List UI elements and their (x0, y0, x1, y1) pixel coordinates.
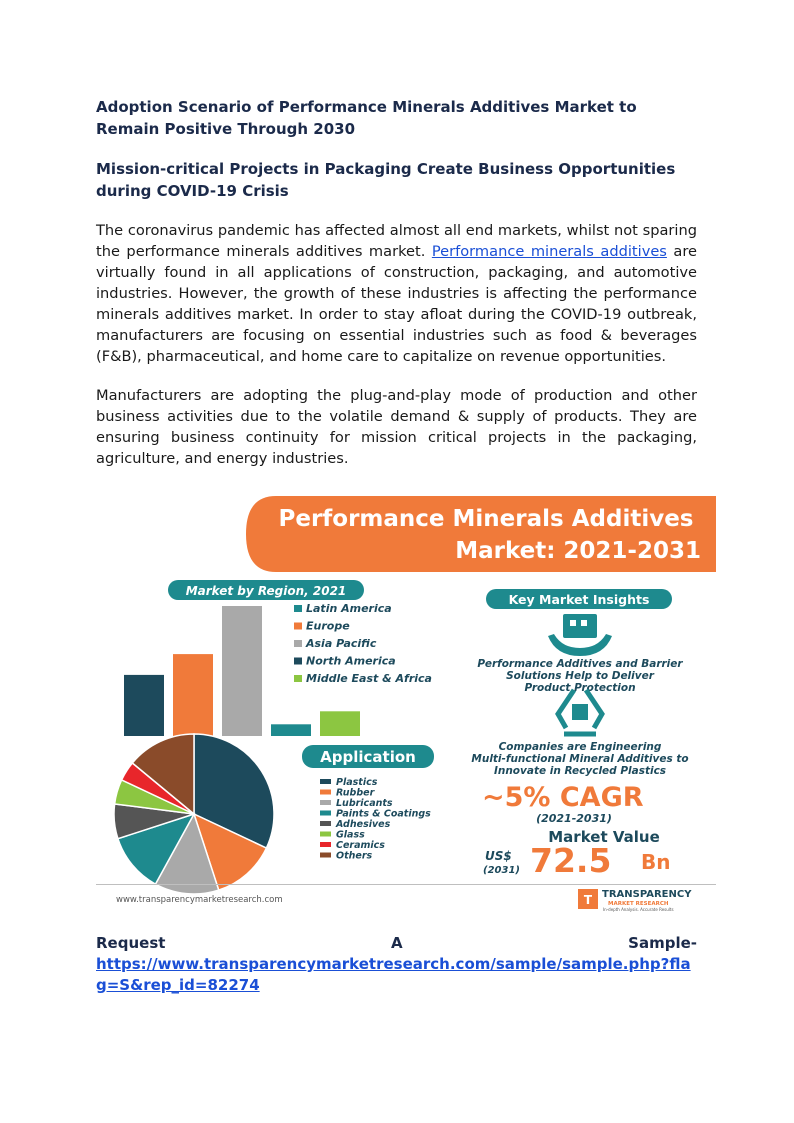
infographic-svg (96, 496, 716, 914)
legend-swatch (294, 640, 302, 647)
legend-label: Others (336, 850, 373, 862)
legend-label: North America (306, 654, 396, 668)
svg-text:TRANSPARENCY: TRANSPARENCY (602, 889, 692, 900)
request-word: Request (96, 934, 166, 952)
market-unit: Bn (641, 850, 671, 874)
tmr-logo (578, 889, 692, 912)
request-sample-word: Sample- (628, 934, 697, 952)
legend-swatch (320, 790, 331, 795)
legend-label: Middle East & Africa (306, 672, 432, 685)
legend-label: Glass (336, 829, 365, 841)
svg-text:Multi-functional Mineral Addit: Multi-functional Mineral Additives to (471, 753, 689, 765)
bar-europe (173, 654, 213, 736)
cagr-period: (2021-2031) (536, 812, 612, 825)
svg-text:Solutions Help to Deliver: Solutions Help to Deliver (506, 670, 654, 682)
insight-2-text (471, 741, 688, 777)
svg-text:Companies are Engineering: Companies are Engineering (498, 741, 662, 753)
legend-swatch (294, 658, 302, 665)
svg-text:In-depth Analysis. Accurate Re: In-depth Analysis. Accurate Results (603, 907, 674, 912)
legend-label: Plastics (336, 777, 378, 788)
legend-label: Adhesives (336, 819, 391, 830)
market-value: 72.5 (530, 841, 612, 880)
market-value-label: Market Value (548, 828, 660, 846)
paragraph-1-start: The coronavirus pandemic has affected almost all end markets, whilst not sparing the performance minerals additives market. (96, 222, 697, 260)
infographic (96, 496, 716, 914)
us-year: (2031) (483, 865, 520, 876)
legend-swatch (294, 605, 302, 612)
insight-1-text (477, 658, 683, 694)
application-label: Application (320, 748, 416, 766)
request-sample (96, 933, 697, 996)
svg-text:Performance Additives and Barr: Performance Additives and Barrier (477, 658, 683, 670)
legend-swatch (320, 800, 331, 805)
legend-swatch (294, 623, 302, 630)
application-legend (320, 777, 431, 862)
region-label: Market by Region, 2021 (185, 584, 347, 598)
legend-label: Rubber (336, 787, 375, 799)
paragraph-2: Manufacturers are adopting the plug-and-play mode of production and other business activities due to the volatile demand & supply of products. They are ensuring business continuity for mission critical projects in the packaging, agriculture, and energy industries. (96, 387, 697, 467)
bar-north-america (124, 675, 164, 736)
legend-swatch (320, 842, 331, 847)
legend-swatch (294, 675, 302, 682)
website-text: www.transparencymarketresearch.com (116, 895, 283, 905)
legend-label: Asia Pacific (306, 637, 377, 650)
insights-label: Key Market Insights (508, 592, 650, 607)
paragraph-1-end: are virtually found in all applications of construction, packaging, and automotive industries. However, the growth of these industries is affecting the performance minerals additives market. In order to stay afloat during the COVID-19 outbreak, manufacturers are focusing on essential industries such as food & beverages (F&B), pharmaceutical, and home care to capitalize on revenue opportunities. (96, 243, 698, 365)
legend-label: Ceramics (336, 840, 385, 851)
box-hands-icon (548, 614, 612, 656)
article (96, 96, 697, 487)
bar-middle-east-africa (320, 711, 360, 736)
request-sample-link[interactable]: https://www.transparencymarketresearch.com/sample/sample.php?flag=S&rep_id=82274 (96, 955, 691, 994)
paragraph-1 (96, 220, 697, 367)
title-line-1: Performance Minerals Additives (278, 506, 694, 532)
legend-swatch (320, 821, 331, 826)
infographic-divider (96, 884, 716, 885)
legend-swatch (320, 832, 331, 837)
bar-asia-pacific (222, 606, 262, 736)
svg-text:Innovate in Recycled Plastics: Innovate in Recycled Plastics (493, 765, 667, 777)
application-pie-chart (114, 734, 274, 894)
cagr-value: ~5% CAGR (482, 782, 644, 813)
legend-swatch (320, 779, 331, 784)
request-row (96, 933, 697, 954)
title-line-2: Market: 2021-2031 (455, 538, 701, 564)
recycle-icon (558, 690, 602, 734)
bar-latin-america (271, 724, 311, 736)
legend-label: Latin America (306, 602, 392, 615)
svg-text:MARKET RESEARCH: MARKET RESEARCH (608, 901, 669, 907)
article-subheading: Mission-critical Projects in Packaging Create Business Opportunities during COVID-19 Crisis (96, 160, 676, 200)
performance-minerals-link[interactable]: Performance minerals additives (431, 243, 667, 260)
legend-swatch (320, 853, 331, 858)
legend-swatch (320, 811, 331, 816)
request-a-word: A (390, 934, 403, 952)
region-legend (294, 602, 432, 685)
us-label: US$ (485, 849, 512, 863)
article-heading: Adoption Scenario of Performance Minerals Additives Market to Remain Positive Through 2030 (96, 98, 637, 138)
legend-label: Europe (306, 619, 350, 633)
svg-text:Product Protection: Product Protection (524, 682, 636, 694)
legend-label: Paints & Coatings (336, 808, 431, 820)
legend-label: Lubricants (336, 798, 393, 809)
svg-text:T: T (583, 893, 593, 907)
